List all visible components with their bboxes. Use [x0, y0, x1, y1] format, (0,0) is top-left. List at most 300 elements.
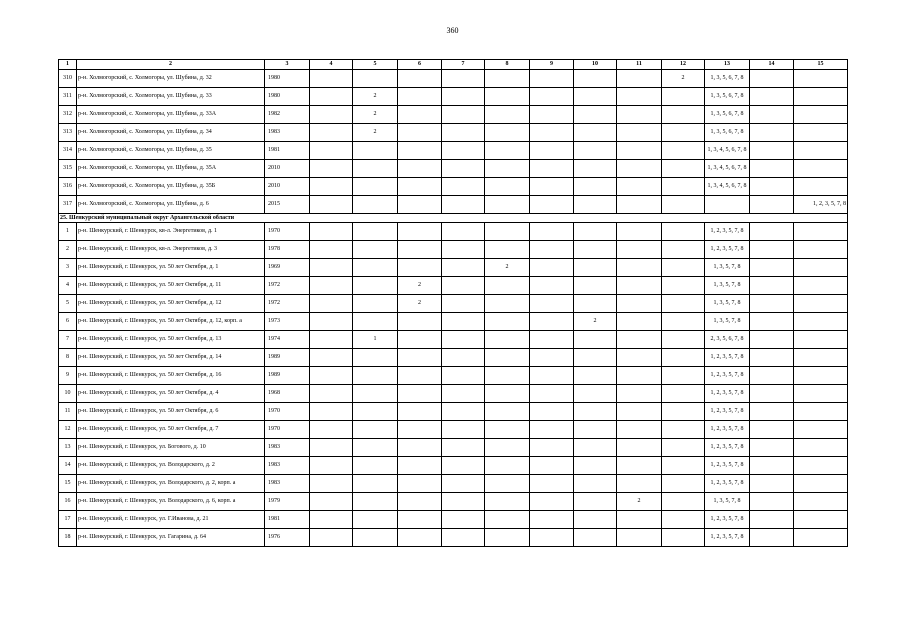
cell-no: 15	[59, 475, 77, 493]
table-row	[59, 457, 848, 475]
cell-no: 17	[59, 511, 77, 529]
cell-c4	[310, 367, 353, 385]
cell-c11: 2	[617, 493, 662, 511]
cell-c15	[794, 403, 848, 421]
cell-c6	[398, 106, 442, 124]
table-row	[59, 196, 848, 214]
cell-c15	[794, 295, 848, 313]
cell-c14	[750, 223, 794, 241]
cell-c15	[794, 160, 848, 178]
cell-c10	[574, 160, 617, 178]
cell-c12	[662, 475, 705, 493]
cell-c5	[353, 529, 398, 547]
cell-c7	[442, 295, 485, 313]
cell-year: 1989	[265, 367, 310, 385]
housing-register-table	[58, 59, 848, 547]
cell-c9	[530, 403, 574, 421]
cell-c15	[794, 529, 848, 547]
cell-year: 1981	[265, 511, 310, 529]
cell-c14	[750, 142, 794, 160]
cell-c4	[310, 493, 353, 511]
cell-c6	[398, 124, 442, 142]
cell-c8	[485, 142, 530, 160]
cell-c4	[310, 160, 353, 178]
cell-c7	[442, 349, 485, 367]
cell-c7	[442, 493, 485, 511]
cell-year: 1979	[265, 493, 310, 511]
cell-c13: 1, 3, 4, 5, 6, 7, 8	[705, 160, 750, 178]
cell-c13	[705, 196, 750, 214]
cell-c11	[617, 196, 662, 214]
cell-c9	[530, 223, 574, 241]
cell-year: 1980	[265, 70, 310, 88]
cell-year: 1989	[265, 349, 310, 367]
cell-no: 11	[59, 403, 77, 421]
cell-c13: 1, 3, 5, 6, 7, 8	[705, 88, 750, 106]
cell-c14	[750, 88, 794, 106]
cell-c4	[310, 529, 353, 547]
cell-c11	[617, 295, 662, 313]
cell-c13: 1, 3, 5, 7, 8	[705, 259, 750, 277]
cell-c10	[574, 403, 617, 421]
cell-c12	[662, 511, 705, 529]
cell-c4	[310, 88, 353, 106]
cell-c5	[353, 493, 398, 511]
cell-c11	[617, 88, 662, 106]
cell-c8	[485, 160, 530, 178]
cell-c5	[353, 178, 398, 196]
cell-year: 1970	[265, 403, 310, 421]
cell-c4	[310, 70, 353, 88]
cell-c12	[662, 367, 705, 385]
cell-c11	[617, 475, 662, 493]
cell-c9	[530, 439, 574, 457]
cell-c15: 1, 2, 3, 5, 7, 8	[794, 196, 848, 214]
cell-no: 18	[59, 529, 77, 547]
cell-c10	[574, 421, 617, 439]
cell-c9	[530, 313, 574, 331]
cell-c7	[442, 421, 485, 439]
cell-c7	[442, 367, 485, 385]
cell-year: 1976	[265, 529, 310, 547]
cell-c15	[794, 421, 848, 439]
cell-c10	[574, 475, 617, 493]
cell-c6	[398, 88, 442, 106]
cell-c13: 1, 2, 3, 5, 7, 8	[705, 349, 750, 367]
cell-c4	[310, 241, 353, 259]
cell-c11	[617, 367, 662, 385]
cell-address: р-н. Холмогорский, с. Холмогоры, ул. Шубина, д. 33	[77, 88, 265, 106]
cell-c15	[794, 349, 848, 367]
cell-c12	[662, 331, 705, 349]
table-row	[59, 106, 848, 124]
column-header-14: 14	[750, 60, 794, 70]
cell-no: 10	[59, 385, 77, 403]
cell-no: 312	[59, 106, 77, 124]
cell-c7	[442, 331, 485, 349]
table-row	[59, 277, 848, 295]
cell-c6	[398, 178, 442, 196]
table-row	[59, 124, 848, 142]
cell-c11	[617, 529, 662, 547]
cell-c7	[442, 385, 485, 403]
cell-c9	[530, 106, 574, 124]
cell-c9	[530, 196, 574, 214]
table-row	[59, 241, 848, 259]
cell-c9	[530, 160, 574, 178]
cell-c12	[662, 88, 705, 106]
cell-c13: 1, 2, 3, 5, 7, 8	[705, 457, 750, 475]
cell-address: р-н. Шенкурский, г. Шенкурск, ул. 50 лет Октября, д. 12, корп. а	[77, 313, 265, 331]
column-header-11: 11	[617, 60, 662, 70]
cell-c5	[353, 295, 398, 313]
cell-c10	[574, 367, 617, 385]
cell-c6	[398, 142, 442, 160]
cell-c12	[662, 457, 705, 475]
cell-c14	[750, 385, 794, 403]
cell-c10	[574, 70, 617, 88]
cell-c8	[485, 124, 530, 142]
table-row	[59, 178, 848, 196]
cell-c12	[662, 277, 705, 295]
cell-c15	[794, 313, 848, 331]
cell-c13: 1, 3, 5, 7, 8	[705, 313, 750, 331]
cell-year: 2010	[265, 178, 310, 196]
cell-c5	[353, 277, 398, 295]
cell-c4	[310, 439, 353, 457]
cell-c15	[794, 439, 848, 457]
cell-c7	[442, 241, 485, 259]
cell-c4	[310, 475, 353, 493]
cell-c9	[530, 475, 574, 493]
column-header-7: 7	[442, 60, 485, 70]
cell-address: р-н. Шенкурский, г. Шенкурск, ул. Володарского, д. 2, корп. а	[77, 475, 265, 493]
cell-c14	[750, 457, 794, 475]
cell-c8	[485, 403, 530, 421]
cell-c8	[485, 529, 530, 547]
cell-no: 310	[59, 70, 77, 88]
cell-c10: 2	[574, 313, 617, 331]
cell-year: 1983	[265, 457, 310, 475]
cell-c12	[662, 493, 705, 511]
table-row	[59, 403, 848, 421]
cell-c6	[398, 196, 442, 214]
cell-address: р-н. Шенкурский, г. Шенкурск, кв-л. Энергетиков, д. 3	[77, 241, 265, 259]
column-header-4: 4	[310, 60, 353, 70]
cell-c8	[485, 367, 530, 385]
table-row	[59, 421, 848, 439]
column-header-13: 13	[705, 60, 750, 70]
cell-c7	[442, 70, 485, 88]
cell-c7	[442, 277, 485, 295]
cell-c11	[617, 160, 662, 178]
cell-year: 1983	[265, 124, 310, 142]
cell-address: р-н. Холмогорский, с. Холмогоры, ул. Шубина, д. 33А	[77, 106, 265, 124]
cell-no: 7	[59, 331, 77, 349]
cell-c9	[530, 511, 574, 529]
cell-c6	[398, 493, 442, 511]
cell-year: 1970	[265, 421, 310, 439]
cell-c15	[794, 457, 848, 475]
cell-c14	[750, 178, 794, 196]
table-row	[59, 160, 848, 178]
cell-c8	[485, 493, 530, 511]
cell-c14	[750, 277, 794, 295]
cell-c11	[617, 178, 662, 196]
cell-c10	[574, 106, 617, 124]
cell-c9	[530, 259, 574, 277]
cell-no: 4	[59, 277, 77, 295]
cell-c11	[617, 385, 662, 403]
cell-c5	[353, 403, 398, 421]
cell-c10	[574, 529, 617, 547]
cell-address: р-н. Шенкурский, г. Шенкурск, ул. 50 лет Октября, д. 13	[77, 331, 265, 349]
section-title: 25. Шенкурский муниципальный округ Архангельской области	[59, 214, 848, 223]
cell-c12	[662, 349, 705, 367]
cell-c6	[398, 349, 442, 367]
cell-c13: 1, 3, 4, 5, 6, 7, 8	[705, 142, 750, 160]
cell-year: 1972	[265, 277, 310, 295]
cell-c12	[662, 295, 705, 313]
cell-c8	[485, 385, 530, 403]
cell-c6	[398, 529, 442, 547]
cell-no: 9	[59, 367, 77, 385]
cell-c11	[617, 313, 662, 331]
cell-c8	[485, 439, 530, 457]
cell-c9	[530, 70, 574, 88]
cell-no: 14	[59, 457, 77, 475]
cell-c7	[442, 223, 485, 241]
cell-c11	[617, 511, 662, 529]
cell-c13: 1, 2, 3, 5, 7, 8	[705, 475, 750, 493]
cell-c15	[794, 475, 848, 493]
table-row	[59, 367, 848, 385]
cell-c14	[750, 124, 794, 142]
cell-no: 2	[59, 241, 77, 259]
cell-c15	[794, 88, 848, 106]
cell-c4	[310, 457, 353, 475]
cell-c12	[662, 196, 705, 214]
cell-address: р-н. Холмогорский, с. Холмогоры, ул. Шубина, д. 35А	[77, 160, 265, 178]
cell-year: 1974	[265, 331, 310, 349]
cell-c12	[662, 313, 705, 331]
cell-c14	[750, 106, 794, 124]
cell-address: р-н. Шенкурский, г. Шенкурск, ул. 50 лет Октября, д. 11	[77, 277, 265, 295]
cell-c15	[794, 223, 848, 241]
cell-c8	[485, 178, 530, 196]
cell-c10	[574, 223, 617, 241]
cell-no: 317	[59, 196, 77, 214]
cell-c14	[750, 421, 794, 439]
cell-year: 2010	[265, 160, 310, 178]
cell-c11	[617, 142, 662, 160]
cell-c10	[574, 493, 617, 511]
cell-year: 2015	[265, 196, 310, 214]
cell-c5: 2	[353, 124, 398, 142]
cell-c13: 1, 2, 3, 5, 7, 8	[705, 367, 750, 385]
cell-c15	[794, 124, 848, 142]
cell-year: 1972	[265, 295, 310, 313]
cell-c13: 1, 3, 5, 6, 7, 8	[705, 70, 750, 88]
table-row	[59, 331, 848, 349]
cell-c7	[442, 403, 485, 421]
table-header-row	[59, 60, 848, 70]
cell-c7	[442, 142, 485, 160]
cell-address: р-н. Шенкурский, г. Шенкурск, ул. 50 лет Октября, д. 16	[77, 367, 265, 385]
cell-c6	[398, 241, 442, 259]
cell-year: 1980	[265, 88, 310, 106]
cell-no: 8	[59, 349, 77, 367]
cell-c7	[442, 259, 485, 277]
cell-c4	[310, 142, 353, 160]
cell-c5	[353, 160, 398, 178]
cell-c6	[398, 160, 442, 178]
cell-c6	[398, 223, 442, 241]
cell-c8	[485, 223, 530, 241]
cell-c5	[353, 70, 398, 88]
cell-year: 1981	[265, 142, 310, 160]
cell-c6: 2	[398, 277, 442, 295]
cell-c4	[310, 223, 353, 241]
cell-c12	[662, 439, 705, 457]
cell-c10	[574, 295, 617, 313]
cell-c10	[574, 88, 617, 106]
cell-address: р-н. Шенкурский, г. Шенкурск, ул. 50 лет Октября, д. 14	[77, 349, 265, 367]
table-row	[59, 70, 848, 88]
column-header-1: 1	[59, 60, 77, 70]
cell-c14	[750, 529, 794, 547]
cell-c10	[574, 511, 617, 529]
cell-address: р-н. Шенкурский, г. Шенкурск, ул. Богового, д. 10	[77, 439, 265, 457]
cell-c8	[485, 241, 530, 259]
cell-c8	[485, 88, 530, 106]
cell-c13: 1, 3, 5, 7, 8	[705, 277, 750, 295]
cell-c10	[574, 259, 617, 277]
cell-c4	[310, 349, 353, 367]
cell-c5	[353, 223, 398, 241]
cell-c9	[530, 241, 574, 259]
cell-c9	[530, 178, 574, 196]
cell-c9	[530, 493, 574, 511]
cell-c8	[485, 475, 530, 493]
cell-c4	[310, 313, 353, 331]
cell-c6: 2	[398, 295, 442, 313]
table-row	[59, 313, 848, 331]
cell-c12	[662, 160, 705, 178]
cell-c10	[574, 178, 617, 196]
cell-c10	[574, 124, 617, 142]
cell-c15	[794, 178, 848, 196]
cell-c12	[662, 223, 705, 241]
cell-c7	[442, 529, 485, 547]
cell-no: 6	[59, 313, 77, 331]
cell-c10	[574, 277, 617, 295]
cell-c11	[617, 106, 662, 124]
cell-c9	[530, 124, 574, 142]
cell-c15	[794, 367, 848, 385]
cell-c14	[750, 160, 794, 178]
cell-c13: 1, 3, 5, 6, 7, 8	[705, 124, 750, 142]
cell-c7	[442, 196, 485, 214]
cell-c11	[617, 223, 662, 241]
table-row	[59, 349, 848, 367]
cell-c5: 1	[353, 331, 398, 349]
cell-c13: 1, 3, 5, 6, 7, 8	[705, 106, 750, 124]
cell-c14	[750, 439, 794, 457]
cell-c7	[442, 313, 485, 331]
cell-c8	[485, 457, 530, 475]
cell-c11	[617, 331, 662, 349]
cell-c7	[442, 511, 485, 529]
column-header-2: 2	[77, 60, 265, 70]
cell-c4	[310, 511, 353, 529]
section-row	[59, 214, 848, 223]
cell-no: 313	[59, 124, 77, 142]
cell-c13: 1, 2, 3, 5, 7, 8	[705, 439, 750, 457]
cell-year: 1968	[265, 385, 310, 403]
cell-c8	[485, 313, 530, 331]
cell-c13: 2, 3, 5, 6, 7, 8	[705, 331, 750, 349]
cell-c12	[662, 529, 705, 547]
cell-no: 311	[59, 88, 77, 106]
table-row	[59, 385, 848, 403]
cell-c7	[442, 106, 485, 124]
cell-c12	[662, 259, 705, 277]
cell-no: 1	[59, 223, 77, 241]
cell-c11	[617, 70, 662, 88]
cell-c9	[530, 421, 574, 439]
cell-c11	[617, 349, 662, 367]
cell-c5	[353, 475, 398, 493]
cell-c9	[530, 457, 574, 475]
cell-c11	[617, 439, 662, 457]
cell-c12	[662, 241, 705, 259]
cell-address: р-н. Шенкурский, г. Шенкурск, ул. 50 лет Октября, д. 6	[77, 403, 265, 421]
cell-c15	[794, 259, 848, 277]
cell-no: 12	[59, 421, 77, 439]
cell-c14	[750, 475, 794, 493]
table-body	[59, 70, 848, 547]
cell-year: 1983	[265, 439, 310, 457]
page-number: 360	[446, 26, 459, 35]
cell-c6	[398, 421, 442, 439]
cell-c10	[574, 439, 617, 457]
column-header-12: 12	[662, 60, 705, 70]
cell-c13: 1, 2, 3, 5, 7, 8	[705, 241, 750, 259]
cell-address: р-н. Шенкурский, г. Шенкурск, ул. 50 лет Октября, д. 1	[77, 259, 265, 277]
cell-no: 315	[59, 160, 77, 178]
table-row	[59, 88, 848, 106]
cell-c10	[574, 457, 617, 475]
cell-c6	[398, 331, 442, 349]
cell-c15	[794, 142, 848, 160]
cell-c13: 1, 2, 3, 5, 7, 8	[705, 529, 750, 547]
cell-year: 1969	[265, 259, 310, 277]
cell-c15	[794, 70, 848, 88]
cell-address: р-н. Шенкурский, г. Шенкурск, ул. Володарского, д. 2	[77, 457, 265, 475]
cell-c5	[353, 259, 398, 277]
cell-c14	[750, 241, 794, 259]
cell-c7	[442, 124, 485, 142]
cell-address: р-н. Холмогорский, с. Холмогоры, ул. Шубина, д. 34	[77, 124, 265, 142]
cell-c4	[310, 421, 353, 439]
cell-c9	[530, 142, 574, 160]
cell-c9	[530, 295, 574, 313]
cell-address: р-н. Шенкурский, г. Шенкурск, ул. Г.Иванова, д. 21	[77, 511, 265, 529]
cell-c5	[353, 196, 398, 214]
cell-c6	[398, 259, 442, 277]
cell-c13: 1, 2, 3, 5, 7, 8	[705, 421, 750, 439]
